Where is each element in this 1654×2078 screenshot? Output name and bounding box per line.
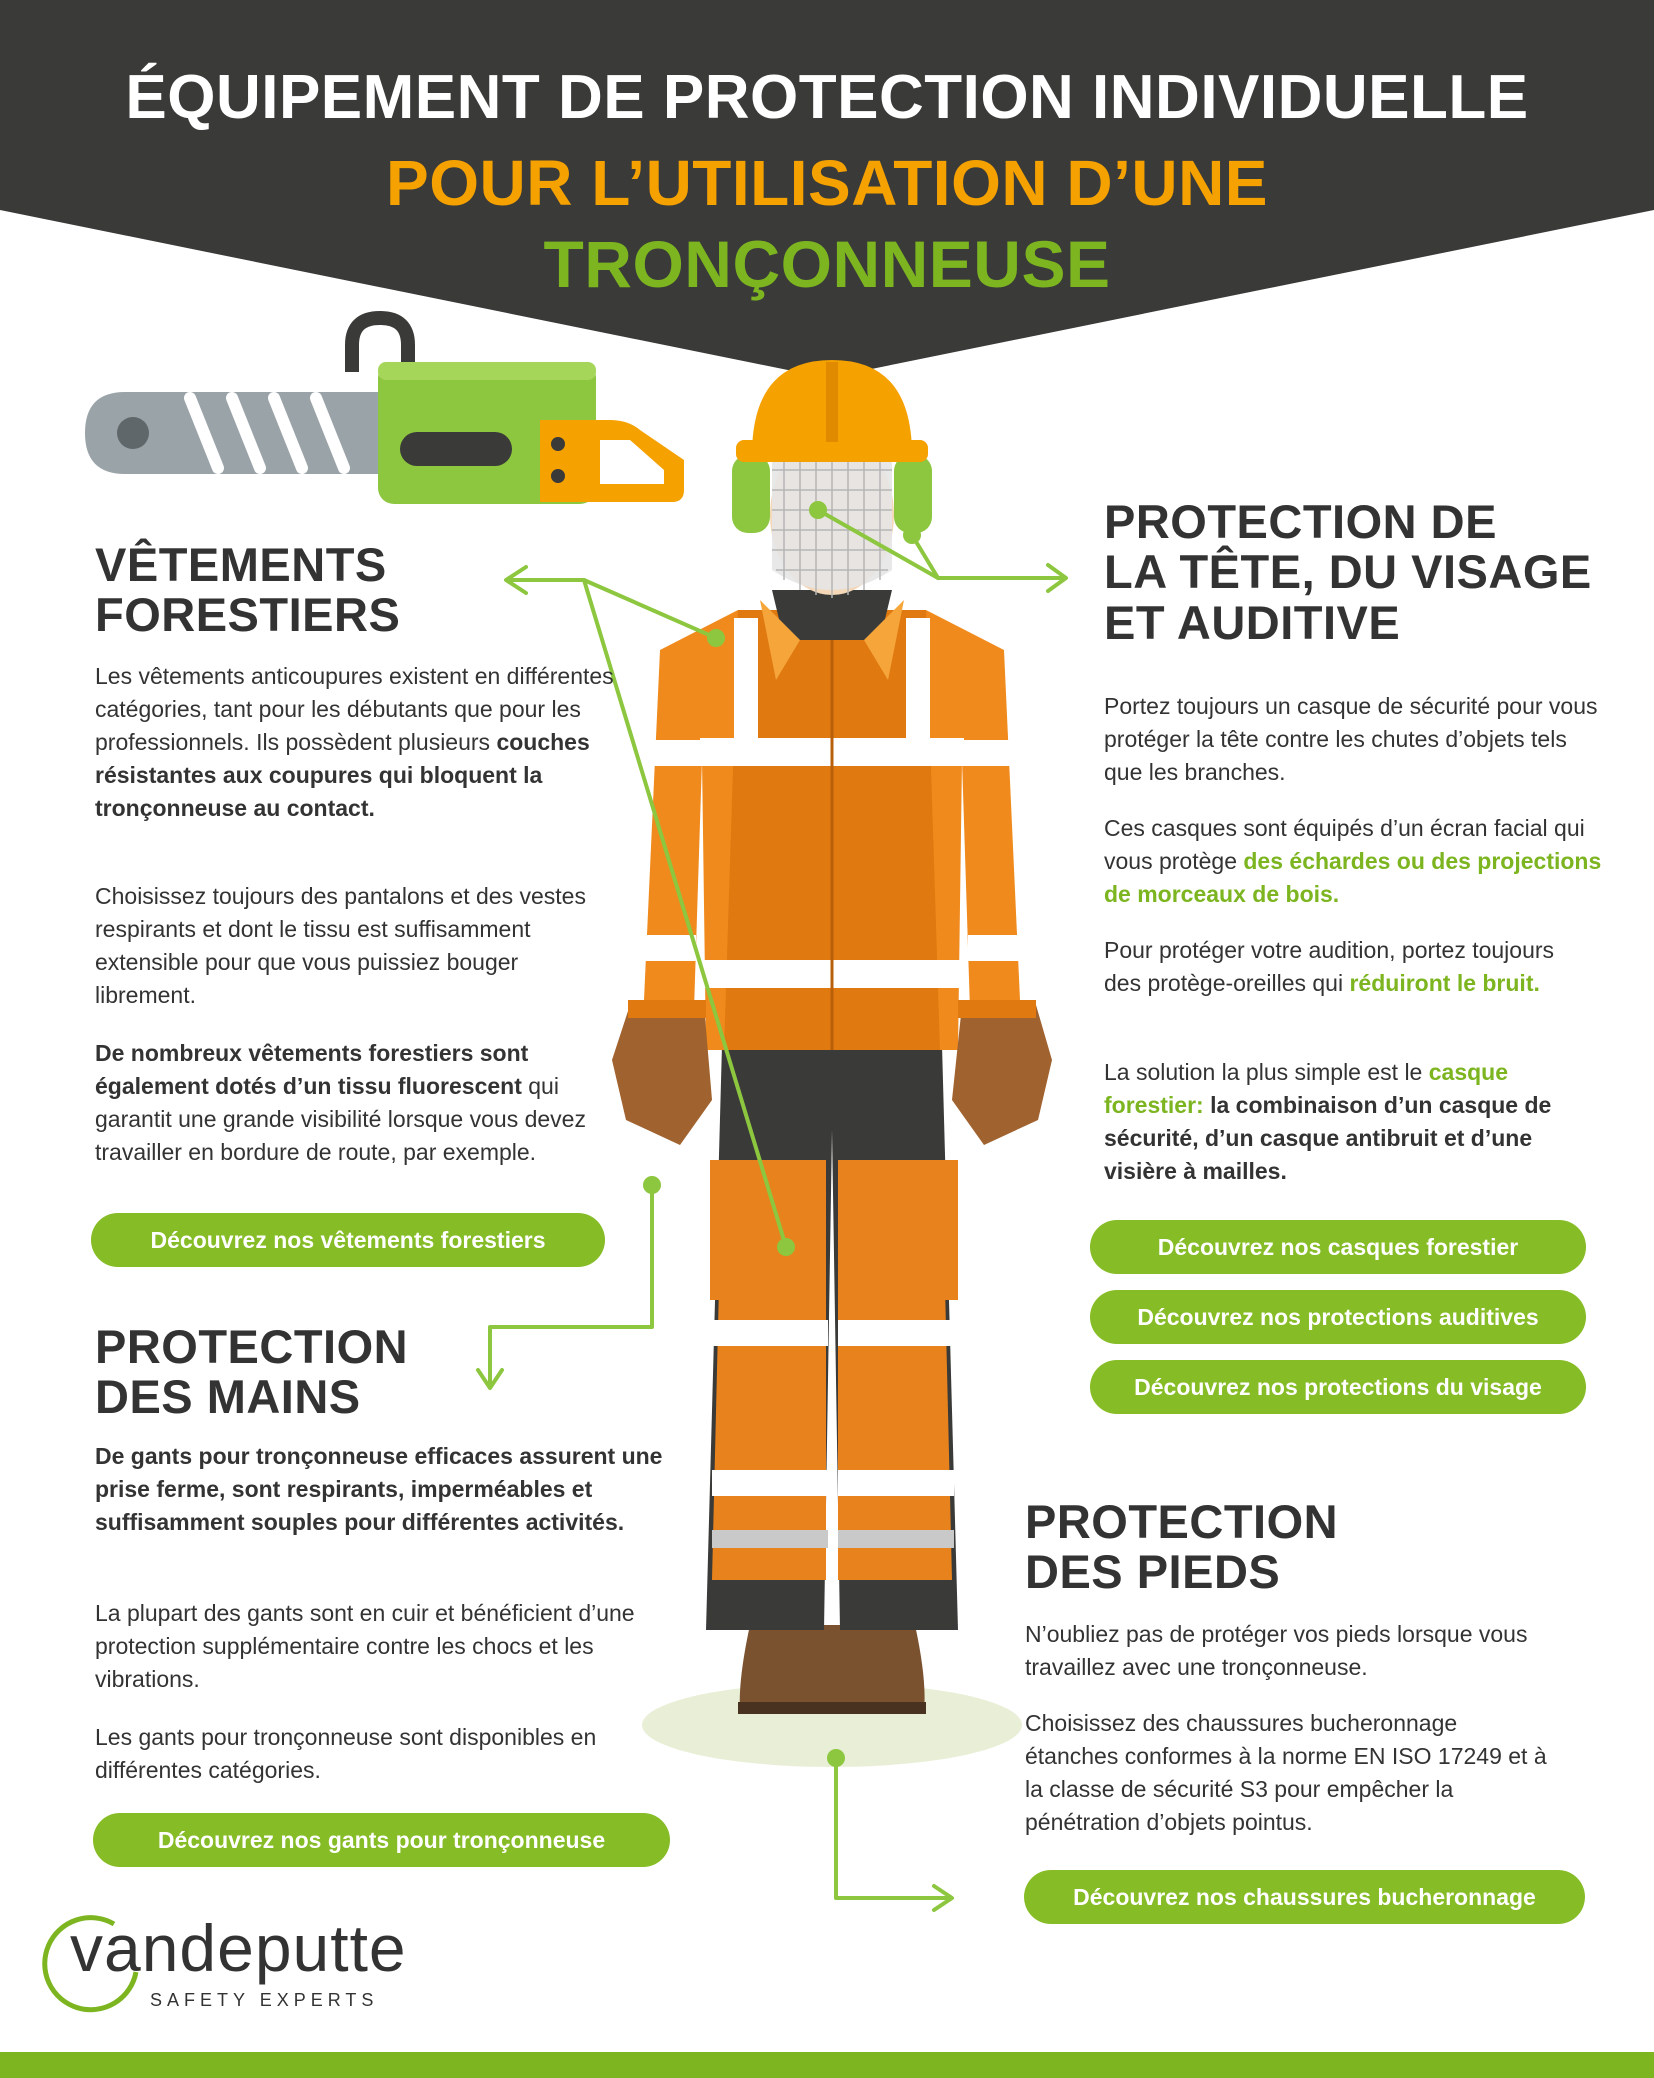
footer-bar bbox=[0, 2052, 1654, 2078]
hands-title-line-1: PROTECTION bbox=[95, 1320, 409, 1373]
head-paragraph-3: Pour protéger votre audition, portez toujours des protège-oreilles qui réduiront le bruit. bbox=[1104, 937, 1555, 996]
hands-paragraph-2: La plupart des gants sont en cuir et bénéficient d’une protection supplémentaire contre les chocs et les vibrations. bbox=[95, 1600, 635, 1692]
title-line-2: POUR L’UTILISATION D’UNE bbox=[386, 147, 1268, 219]
head-hearing-button[interactable]: Découvrez nos protections auditives bbox=[1090, 1290, 1586, 1344]
hands-title-line-2: DES MAINS bbox=[95, 1370, 361, 1424]
vandeputte-logo[interactable] bbox=[40, 1910, 460, 2020]
clothing-title bbox=[95, 540, 400, 641]
head-paragraph-4: La solution la plus simple est le casque forestier: la combinaison d’un casque de sécurité, d’un casque antibruit et d’une visière à mailles. bbox=[1104, 1059, 1552, 1184]
head-title-line-2: LA TÊTE, DU VISAGE bbox=[1104, 545, 1592, 599]
clothing-title-line-2: FORESTIERS bbox=[95, 588, 401, 642]
clothing-paragraph-3: De nombreux vêtements forestiers sont également dotés d’un tissu fluorescent qui garantit une grande visibilité lorsque vous devez travailler en bordure de route, par exemple. bbox=[95, 1040, 586, 1165]
feet-title-line-1: PROTECTION bbox=[1025, 1495, 1339, 1548]
head-paragraph-1: Portez toujours un casque de sécurité pour vous protéger la tête contre les chutes d’objets tels que les branches. bbox=[1104, 693, 1598, 785]
feet-title-line-2: DES PIEDS bbox=[1025, 1545, 1281, 1599]
hands-title bbox=[95, 1322, 408, 1423]
feet-paragraph-1: N’oubliez pas de protéger vos pieds lorsque vous travaillez avec une tronçonneuse. bbox=[1025, 1621, 1528, 1680]
head-title-line-3: ET AUDITIVE bbox=[1104, 595, 1401, 649]
clothing-discover-button[interactable]: Découvrez nos vêtements forestiers bbox=[91, 1213, 605, 1267]
hands-discover-button[interactable]: Découvrez nos gants pour tronçonneuse bbox=[93, 1813, 670, 1867]
logo-tagline: SAFETY EXPERTS bbox=[150, 1990, 379, 2010]
head-face-button[interactable]: Découvrez nos protections du visage bbox=[1090, 1360, 1586, 1414]
head-title bbox=[1104, 497, 1592, 648]
feet-title bbox=[1025, 1497, 1338, 1598]
head-helmets-button[interactable]: Découvrez nos casques forestier bbox=[1090, 1220, 1586, 1274]
feet-discover-button[interactable]: Découvrez nos chaussures bucheronnage bbox=[1024, 1870, 1585, 1924]
logo-wordmark: vandeputte bbox=[70, 1911, 407, 1985]
clothing-title-line-1: VÊTEMENTS bbox=[95, 538, 387, 591]
worker-illustration bbox=[612, 360, 1052, 1767]
feet-paragraph-2: Choisissez des chaussures bucheronnage étanches conformes à la norme EN ISO 17249 et à la classe de sécurité S3 pour empêcher la pénétration d’objets pointus. bbox=[1025, 1710, 1547, 1835]
head-paragraph-2: Ces casques sont équipés d’un écran facial qui vous protège des échardes ou des projections de morceaux de bois. bbox=[1104, 815, 1602, 907]
hands-paragraph-3: Les gants pour tronçonneuse sont disponibles en différentes catégories. bbox=[95, 1724, 597, 1783]
title-line-1: ÉQUIPEMENT DE PROTECTION INDIVIDUELLE bbox=[125, 63, 1529, 132]
head-title-line-1: PROTECTION DE bbox=[1104, 495, 1497, 548]
clothing-paragraph-1: Les vêtements anticoupures existent en différentes catégories, tant pour les débutants que pour les professionnels. Ils possèdent plusieurs couches résistantes aux coupures qui bloquent la tronçonneuse au contact. bbox=[95, 663, 614, 821]
title-line-3: TRONÇONNEUSE bbox=[543, 227, 1111, 301]
clothing-paragraph-2: Choisissez toujours des pantalons et des vestes respirants et dont le tissu est suffisamment extensible pour que vous puissiez bouger librement. bbox=[95, 883, 586, 1008]
chainsaw-icon bbox=[85, 318, 684, 504]
hands-paragraph-1: De gants pour tronçonneuse efficaces assurent une prise ferme, sont respirants, imperméables et suffisamment souples pour différentes activités. bbox=[95, 1443, 663, 1535]
